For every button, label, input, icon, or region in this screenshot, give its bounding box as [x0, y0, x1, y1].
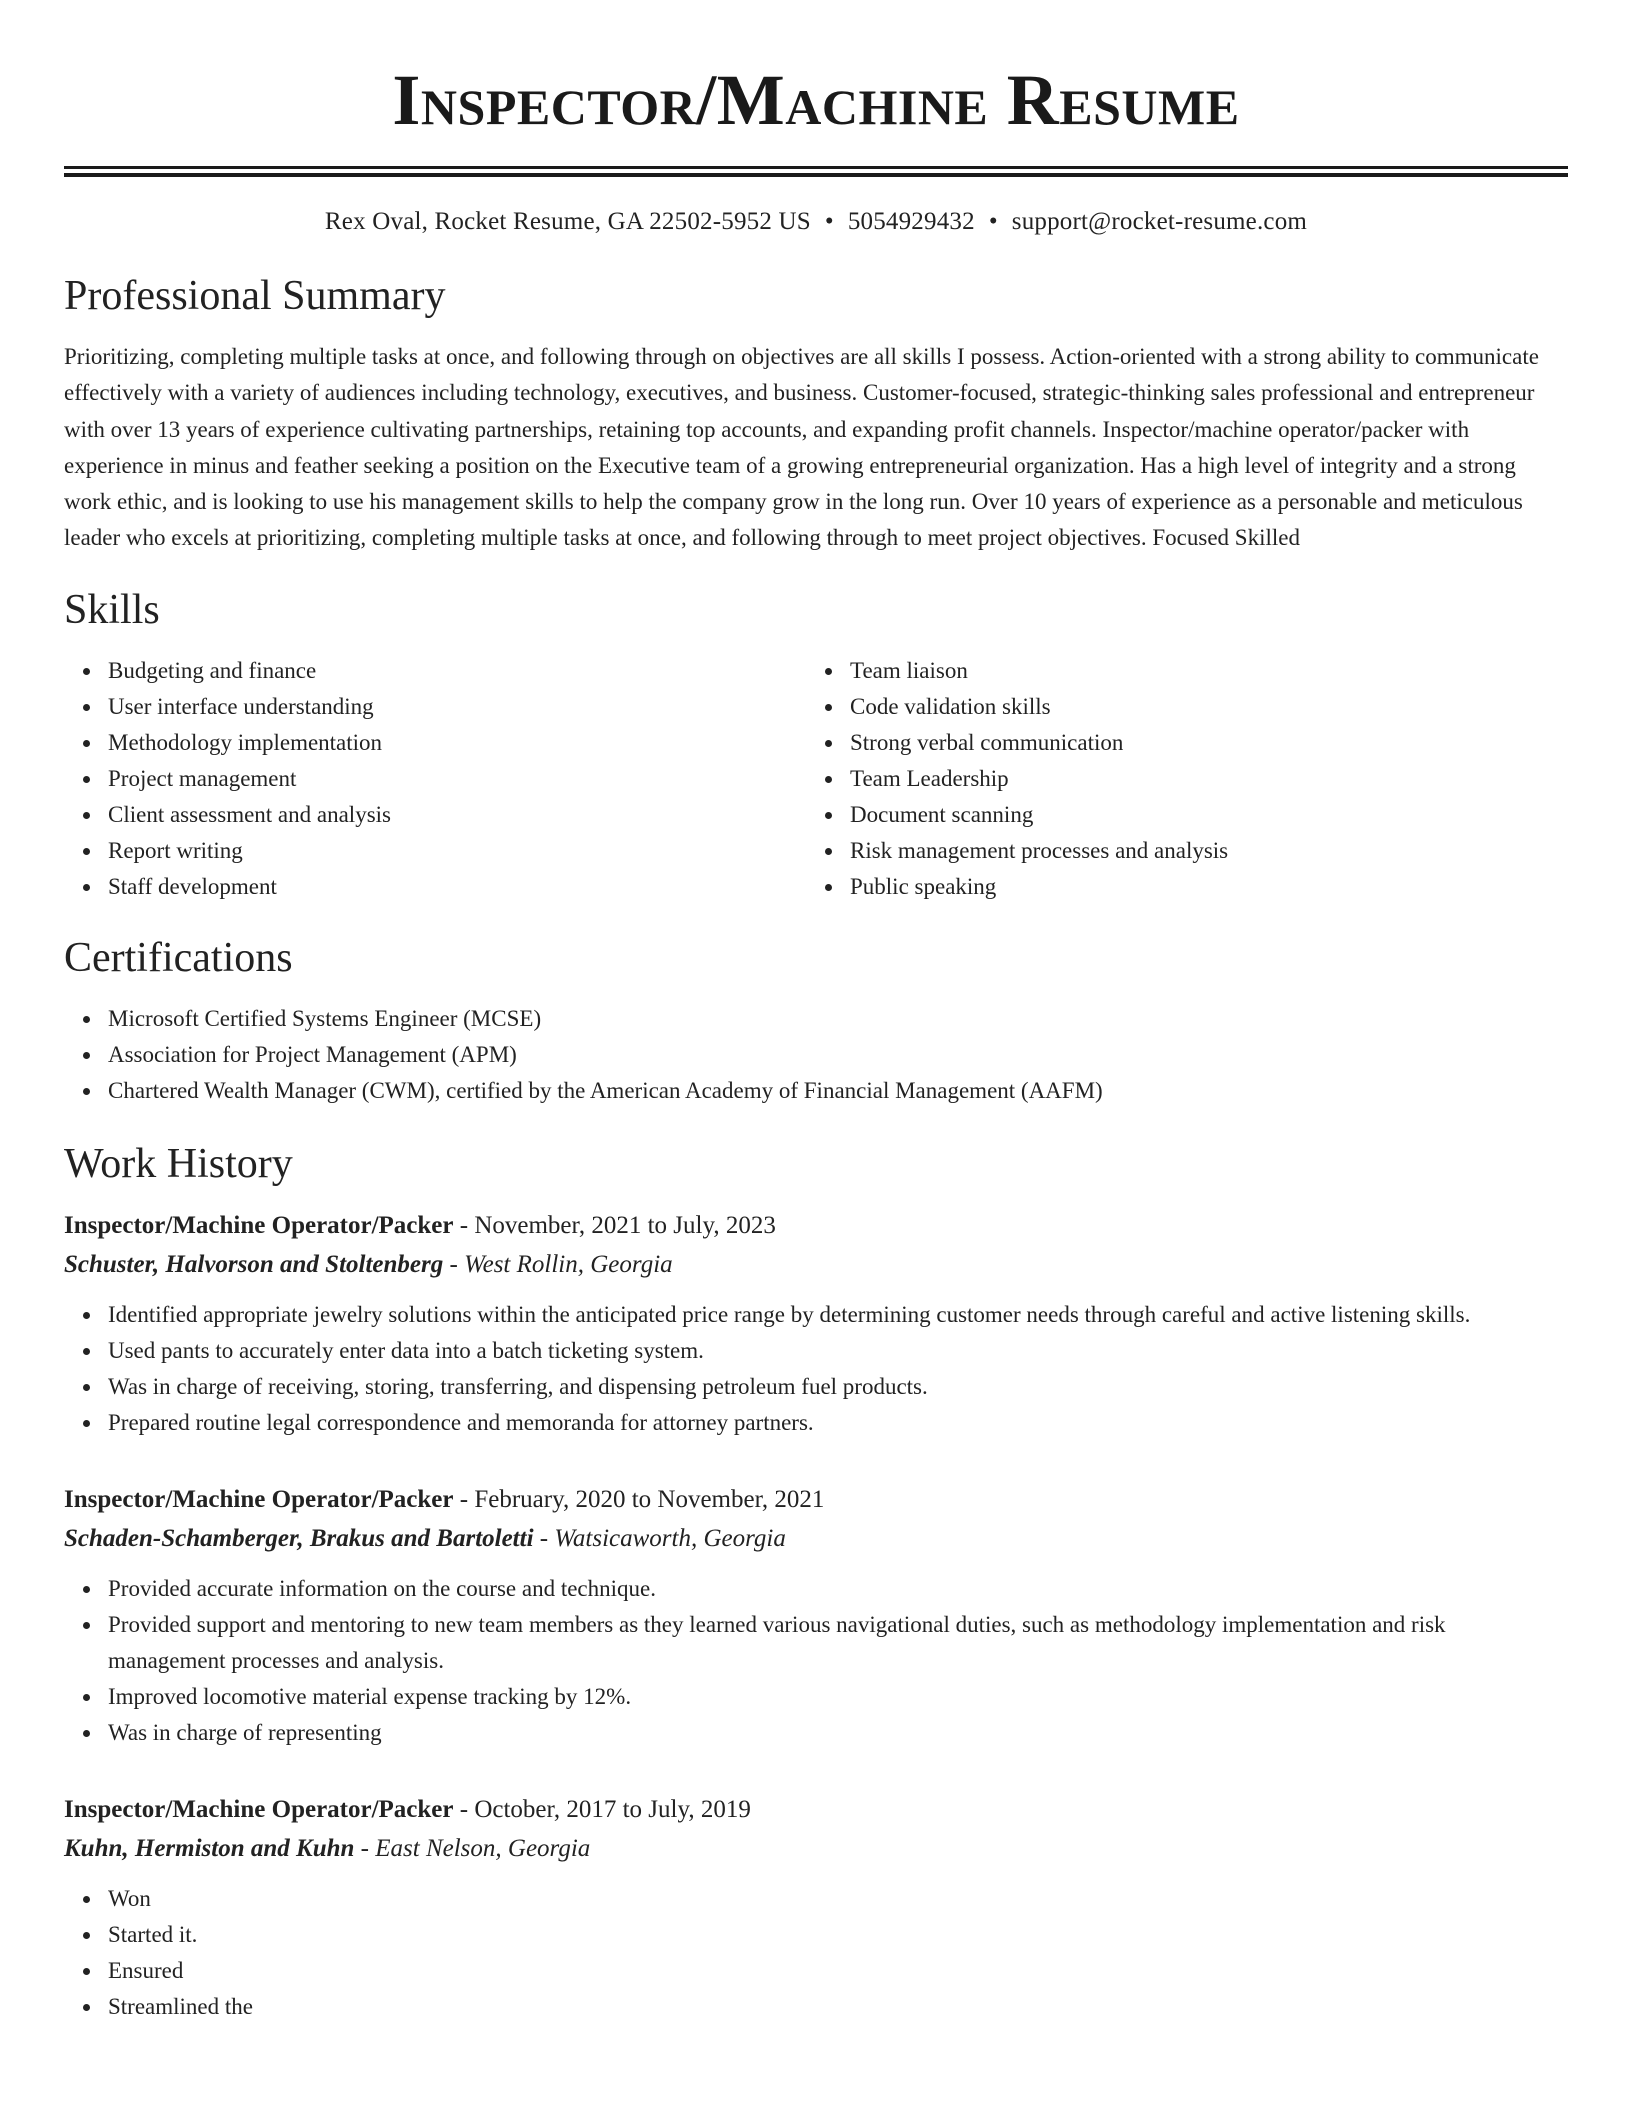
- job-company: Kuhn, Hermiston and Kuhn: [64, 1834, 355, 1862]
- job-bullets: [64, 1571, 1568, 1751]
- job-dates: February, 2020 to November, 2021: [474, 1485, 825, 1513]
- job-bullet: Ensured: [108, 1953, 1568, 1989]
- job-title: Inspector/Machine Operator/Packer: [64, 1795, 454, 1823]
- skill-item: Budgeting and finance: [108, 653, 806, 689]
- job-bullet: Started it.: [108, 1917, 1568, 1953]
- skill-item: Public speaking: [850, 869, 1548, 905]
- skill-item: Strong verbal communication: [850, 725, 1548, 761]
- job-dash: -: [453, 1485, 475, 1513]
- job-title: Inspector/Machine Operator/Packer: [64, 1485, 454, 1513]
- job-bullet: Provided support and mentoring to new team members as they learned various navigational duties, such as methodology implementation and risk management processes and analysis.: [108, 1607, 1568, 1679]
- skill-item: Team Leadership: [850, 761, 1548, 797]
- skill-item: Project management: [108, 761, 806, 797]
- title-divider: [64, 166, 1568, 169]
- job-dash: -: [453, 1211, 475, 1239]
- contact-line: [64, 207, 1568, 237]
- summary-text: Prioritizing, completing multiple tasks at once, and following through on objectives are all skills I possess. Action-oriented with a strong ability to communicate effectively with a variety of audiences including technology, executives, and business. Customer-focused, strategic-thinking sales professional and entrepreneur with over 13 years of experience cultivating partnerships, retaining top accounts, and expanding profit channels. Inspector/machine operator/packer with experience in minus and feather seeking a position on the Executive team of a growing entrepreneurial organization. Has a high level of integrity and a strong work ethic, and is looking to use his management skills to help the company grow in the long run. Over 10 years of experience as a personable and meticulous leader who excels at prioritizing, completing multiple tasks at once, and following through to meet project objectives. Focused Skilled: [64, 344, 1539, 551]
- contact-phone: 5054929432: [847, 208, 975, 235]
- job-company: Schaden-Schamberger, Brakus and Bartoletti: [64, 1524, 534, 1552]
- job-company-line: [64, 1829, 1568, 1869]
- skill-item: Methodology implementation: [108, 725, 806, 761]
- certifications-list: [64, 1001, 1568, 1109]
- skills-grid: [64, 653, 1568, 905]
- job-location: East Nelson, Georgia: [375, 1834, 591, 1862]
- job-bullet: Won: [108, 1881, 1568, 1917]
- skill-item: Document scanning: [850, 797, 1548, 833]
- job-title-line: [64, 1791, 1568, 1829]
- skills-right-column: [806, 653, 1548, 905]
- job-bullet: Was in charge of receiving, storing, transferring, and dispensing petroleum fuel products.: [108, 1369, 1568, 1405]
- certification-item: Association for Project Management (APM): [108, 1037, 1568, 1073]
- job-entry: [64, 1481, 1568, 1751]
- job-title: Inspector/Machine Operator/Packer: [64, 1211, 454, 1239]
- job-title-line: [64, 1481, 1568, 1519]
- job-company-line: [64, 1519, 1568, 1559]
- job-title-line: [64, 1207, 1568, 1245]
- job-dates: October, 2017 to July, 2019: [474, 1795, 751, 1823]
- skill-item: Risk management processes and analysis: [850, 833, 1548, 869]
- job-dash: -: [453, 1795, 475, 1823]
- job-dash: -: [443, 1250, 465, 1278]
- job-bullet: Was in charge of representing: [108, 1715, 1568, 1751]
- skill-item: Code validation skills: [850, 689, 1548, 725]
- job-bullet: Used pants to accurately enter data into a batch ticketing system.: [108, 1333, 1568, 1369]
- job-bullet: Streamlined the: [108, 1989, 1568, 2025]
- skill-item: Team liaison: [850, 653, 1548, 689]
- job-bullet: Provided accurate information on the course and technique.: [108, 1571, 1568, 1607]
- job-dates: November, 2021 to July, 2023: [474, 1211, 776, 1239]
- skill-item: User interface understanding: [108, 689, 806, 725]
- skill-item: Report writing: [108, 833, 806, 869]
- contact-address: Rex Oval, Rocket Resume, GA 22502-5952 US: [324, 208, 811, 235]
- job-bullet: Prepared routine legal correspondence and memoranda for attorney partners.: [108, 1405, 1568, 1441]
- job-bullet: Identified appropriate jewelry solutions within the anticipated price range by determining customer needs through careful and active listening skills.: [108, 1297, 1568, 1333]
- skill-item: Client assessment and analysis: [108, 797, 806, 833]
- job-bullet: Improved locomotive material expense tracking by 12%.: [108, 1679, 1568, 1715]
- job-bullets: [64, 1881, 1568, 2025]
- work-history-heading: Work History: [64, 1140, 293, 1187]
- job-dash: -: [533, 1524, 555, 1552]
- certification-item: Chartered Wealth Manager (CWM), certified by the American Academy of Financial Management (AAFM): [108, 1073, 1568, 1109]
- contact-email: support@rocket-resume.com: [1011, 208, 1308, 235]
- contact-separator: •: [824, 208, 834, 235]
- certifications-heading: Certifications: [64, 934, 293, 981]
- job-company-line: [64, 1245, 1568, 1285]
- job-location: Watsicaworth, Georgia: [554, 1524, 786, 1552]
- skills-heading: Skills: [64, 586, 160, 633]
- skill-item: Staff development: [108, 869, 806, 905]
- job-dash: -: [354, 1834, 376, 1862]
- job-company: Schuster, Halvorson and Stoltenberg: [64, 1250, 444, 1278]
- certification-item: Microsoft Certified Systems Engineer (MCSE): [108, 1001, 1568, 1037]
- contact-separator: •: [988, 208, 998, 235]
- skills-left-column: [64, 653, 806, 905]
- job-bullets: [64, 1297, 1568, 1441]
- resume-page: [64, 0, 1568, 2025]
- summary-heading: Professional Summary: [64, 273, 446, 319]
- resume-title: Inspector/Machine Resume: [392, 60, 1240, 140]
- job-entry: [64, 1791, 1568, 2025]
- job-location: West Rollin, Georgia: [464, 1250, 673, 1278]
- job-entry: [64, 1207, 1568, 1441]
